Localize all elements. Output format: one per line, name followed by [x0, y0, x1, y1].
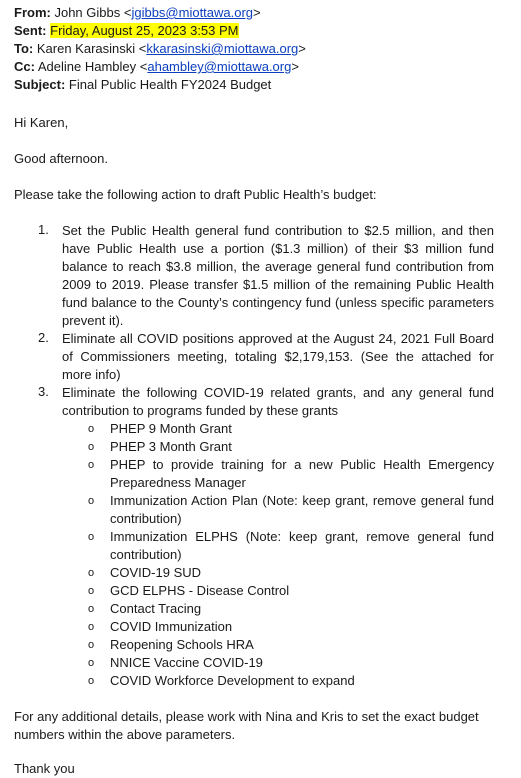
grant-item: COVID Workforce Development to expand — [110, 673, 355, 688]
subject-label: Subject: — [14, 77, 66, 92]
subject-value: Final Public Health FY2024 Budget — [68, 77, 272, 92]
list-number: 1. — [38, 222, 49, 237]
from-name: John Gibbs — [54, 5, 121, 20]
bullet-marker: o — [88, 675, 95, 687]
grant-item: Contact Tracing — [110, 601, 202, 616]
bullet-marker: o — [88, 531, 95, 543]
grant-item: Immunization ELPHS (Note: keep grant, remove general fund contribution) — [110, 529, 494, 562]
grant-item: PHEP 9 Month Grant — [110, 421, 232, 436]
salutation: Good afternoon. — [14, 151, 108, 166]
grant-item: Immunization Action Plan (Note: keep grant, remove general fund contribution) — [110, 493, 494, 526]
bullet-marker: o — [88, 585, 95, 597]
cc-name: Adeline Hambley — [37, 59, 137, 74]
bullet-marker: o — [88, 567, 95, 579]
list-item-text: Set the Public Health general fund contribution to $2.5 million, and then have Public Health use a portion ($1.3 million) of their $3 million fund balance to reach $3.8 million, the average general fund contribution from 2009 to 2019. Please transfer $1.5 million of the remaining Public Health fund balance to the County’s contingency fund (unless specific parameters prevent it). — [62, 223, 494, 328]
sent-value: Friday, August 25, 2023 3:53 PM — [50, 23, 239, 38]
list-item-text: Eliminate all COVID positions approved at the August 24, 2021 Full Board of Commissioners meeting, totaling $2,179,153. (See the attached for more info) — [62, 331, 494, 382]
bullet-marker: o — [88, 621, 95, 633]
grant-item: GCD ELPHS - Disease Control — [110, 583, 290, 598]
cc-line: Cc: Adeline Hambley <ahambley@miottawa.org> — [14, 59, 299, 74]
bullet-marker: o — [88, 639, 95, 651]
bullet-marker: o — [88, 495, 95, 507]
greeting: Hi Karen, — [14, 115, 69, 130]
intro-text: Please take the following action to draft Public Health’s budget: — [14, 187, 377, 202]
grant-item: PHEP to provide training for a new Public Health Emergency Preparedness Manager — [110, 457, 494, 490]
closing-text: For any additional details, please work with Nina and Kris to set the exact budget numbers within the above parameters. — [14, 709, 479, 742]
to-line: To: Karen Karasinski <kkarasinski@miottawa.org> — [14, 41, 306, 56]
bullet-marker: o — [88, 657, 95, 669]
sent-label: Sent: — [14, 23, 47, 38]
subject-line — [14, 76, 271, 93]
from-line: From: John Gibbs <jgibbs@miottawa.org> — [14, 5, 261, 20]
list-number: 2. — [38, 330, 49, 345]
grant-item: COVID Immunization — [110, 619, 233, 634]
from-label: From: — [14, 5, 51, 20]
sent-line — [14, 22, 239, 39]
cc-label: Cc: — [14, 59, 35, 74]
grant-item: NNICE Vaccine COVID-19 — [110, 655, 263, 670]
list-item-text: Eliminate the following COVID-19 related grants, and any general fund contribution to programs funded by these grants — [62, 385, 494, 418]
bullet-marker: o — [88, 423, 95, 435]
bullet-marker: o — [88, 459, 95, 471]
grant-item: PHEP 3 Month Grant — [110, 439, 232, 454]
bullet-marker: o — [88, 441, 95, 453]
cc-email-link[interactable]: ahambley@miottawa.org — [147, 59, 292, 74]
grant-item: COVID-19 SUD — [110, 565, 202, 580]
from-email-link[interactable]: jgibbs@miottawa.org — [131, 5, 254, 20]
grant-item: Reopening Schools HRA — [110, 637, 254, 652]
bullet-marker: o — [88, 603, 95, 615]
to-label: To: — [14, 41, 34, 56]
list-number: 3. — [38, 384, 49, 399]
signoff: Thank you — [14, 761, 75, 776]
to-email-link[interactable]: kkarasinski@miottawa.org — [146, 41, 299, 56]
to-name: Karen Karasinski — [36, 41, 136, 56]
